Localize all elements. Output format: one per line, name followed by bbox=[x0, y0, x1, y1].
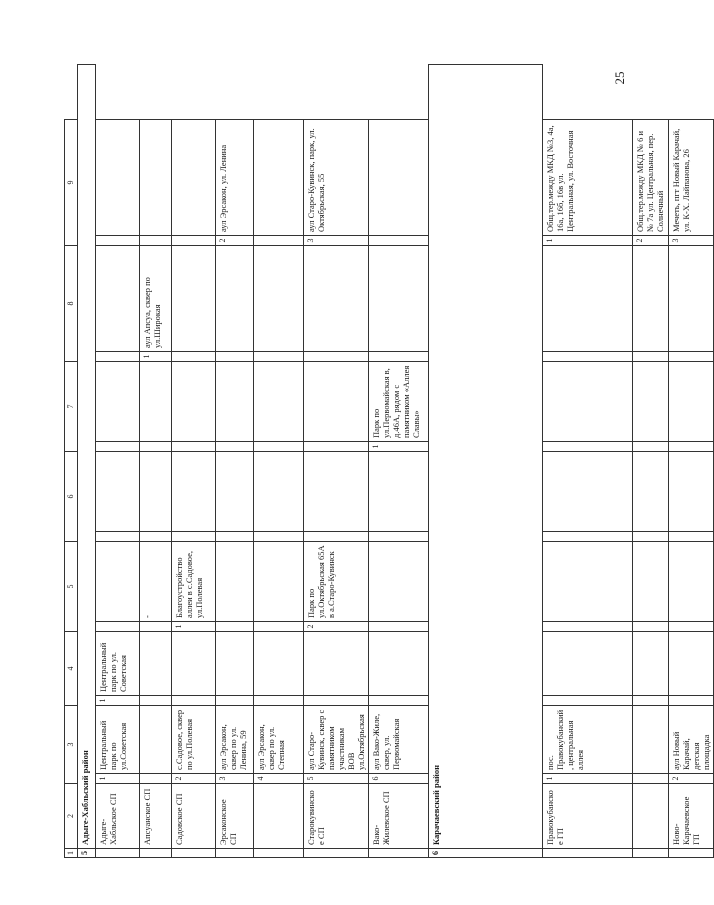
col5-object-cell bbox=[216, 542, 254, 622]
col3-index-cell: 4 bbox=[254, 774, 304, 784]
col7-index-cell bbox=[140, 442, 172, 452]
col9-index-cell: 1 bbox=[543, 236, 633, 246]
col7-index-cell bbox=[304, 442, 369, 452]
col3-object-cell: аул Вако-Жиле, сквер, ул. Первомайская bbox=[369, 706, 429, 774]
col9-index-cell bbox=[140, 236, 172, 246]
col8-object-cell bbox=[254, 246, 304, 352]
header-cell: 6 bbox=[65, 452, 78, 542]
col6-object-cell bbox=[669, 452, 714, 532]
col6-object-cell bbox=[633, 452, 669, 532]
col3-object-cell: пос. Правокубанский, центральная аллея bbox=[543, 706, 633, 774]
col5-object-cell: - bbox=[140, 542, 172, 622]
col3-object-cell: аул Старо-Кувинск, сквер с памятником участникам ВОВ ул.Октябрьская bbox=[304, 706, 369, 774]
col4-object-cell bbox=[172, 632, 216, 696]
col6-object-cell bbox=[304, 452, 369, 532]
col9-index-cell bbox=[96, 236, 140, 246]
col4-object-cell bbox=[216, 632, 254, 696]
col5-object-cell: Парк по ул.Октябрьская 65А в а.Старо-Кувинск bbox=[304, 542, 369, 622]
col9-index-cell bbox=[172, 236, 216, 246]
col3-index-cell: 3 bbox=[216, 774, 254, 784]
settlement-cell: Эрсаконское СП bbox=[216, 784, 254, 849]
col9-object-cell bbox=[369, 120, 429, 236]
col6-index-cell bbox=[543, 532, 633, 542]
col8-index-cell bbox=[304, 352, 369, 362]
col6-object-cell bbox=[254, 452, 304, 532]
col3-object-cell bbox=[140, 706, 172, 774]
col8-index-cell bbox=[172, 352, 216, 362]
col7-object-cell bbox=[172, 362, 216, 442]
col4-object-cell: Центральный парк по ул. Советская bbox=[96, 632, 140, 696]
col5-index-cell bbox=[543, 622, 633, 632]
col8-object-cell bbox=[369, 246, 429, 352]
col3-index-cell: 2 bbox=[669, 774, 714, 784]
row-blank-cell bbox=[254, 849, 304, 858]
col4-index-cell bbox=[369, 696, 429, 706]
col4-index-cell bbox=[172, 696, 216, 706]
col8-index-cell: 1 bbox=[140, 352, 172, 362]
col3-object-cell: с.Садовое, сквер по ул.Полевая bbox=[172, 706, 216, 774]
col5-index-cell bbox=[216, 622, 254, 632]
row-blank-cell bbox=[633, 849, 669, 858]
section-number: 6 bbox=[429, 849, 543, 858]
col8-object-cell: аул Апсуа, сквер по ул.Широкая bbox=[140, 246, 172, 352]
col5-index-cell bbox=[96, 622, 140, 632]
col5-object-cell bbox=[96, 542, 140, 622]
col4-object-cell bbox=[633, 632, 669, 696]
col4-index-cell bbox=[216, 696, 254, 706]
table-row bbox=[216, 65, 254, 858]
col8-index-cell bbox=[216, 352, 254, 362]
row-blank-cell bbox=[669, 849, 714, 858]
settlement-cell: Адыге-Хабльское СП bbox=[96, 784, 140, 849]
section-number: 5 bbox=[78, 849, 96, 858]
col6-index-cell bbox=[254, 532, 304, 542]
col3-index-cell: 1 bbox=[96, 774, 140, 784]
col7-object-cell bbox=[216, 362, 254, 442]
col7-index-cell: 1 bbox=[369, 442, 429, 452]
section-row bbox=[78, 65, 96, 858]
col6-object-cell bbox=[369, 452, 429, 532]
col4-index-cell bbox=[254, 696, 304, 706]
col8-index-cell bbox=[633, 352, 669, 362]
col7-index-cell bbox=[543, 442, 633, 452]
header-row bbox=[65, 65, 78, 858]
col5-index-cell bbox=[254, 622, 304, 632]
col6-index-cell bbox=[140, 532, 172, 542]
col5-index-cell: 2 bbox=[304, 622, 369, 632]
col5-object-cell bbox=[254, 542, 304, 622]
col8-object-cell bbox=[172, 246, 216, 352]
header-cell: 1 bbox=[65, 849, 78, 858]
col4-index-cell bbox=[633, 696, 669, 706]
col5-object-cell: Благоустройство аллеи в с.Садовое, ул.Полевая bbox=[172, 542, 216, 622]
col6-object-cell bbox=[216, 452, 254, 532]
col8-object-cell bbox=[216, 246, 254, 352]
col3-object-cell: аул Эрсакон, сквер по ул. Ленина, 59 bbox=[216, 706, 254, 774]
col8-object-cell bbox=[96, 246, 140, 352]
col8-index-cell bbox=[254, 352, 304, 362]
col7-object-cell bbox=[543, 362, 633, 442]
col9-object-cell bbox=[172, 120, 216, 236]
col9-object-cell: Общ.тер.между МКД № 6 и № 7а ул. Центральная, пер. Солнечный bbox=[633, 120, 669, 236]
header-cell: 9 bbox=[65, 120, 78, 246]
col9-object-cell bbox=[140, 120, 172, 236]
col7-object-cell bbox=[633, 362, 669, 442]
row-blank-cell bbox=[172, 849, 216, 858]
settlement-cell: Старокувинское СП bbox=[304, 784, 369, 849]
header-cell: 7 bbox=[65, 362, 78, 452]
col6-index-cell bbox=[304, 532, 369, 542]
col6-object-cell bbox=[172, 452, 216, 532]
col7-object-cell bbox=[669, 362, 714, 442]
row-blank-cell bbox=[543, 849, 633, 858]
col9-object-cell: аул Эрсакон, ул. Ленина bbox=[216, 120, 254, 236]
col5-object-cell bbox=[369, 542, 429, 622]
col3-object-cell: аул Новый Карачай, детская площадка bbox=[669, 706, 714, 774]
col6-object-cell bbox=[543, 452, 633, 532]
col6-object-cell bbox=[96, 452, 140, 532]
header-cell: 3 bbox=[65, 706, 78, 784]
col6-index-cell bbox=[669, 532, 714, 542]
header-cell: 8 bbox=[65, 246, 78, 362]
col5-object-cell bbox=[669, 542, 714, 622]
col8-index-cell bbox=[543, 352, 633, 362]
col9-index-cell: 3 bbox=[669, 236, 714, 246]
header-cell: 5 bbox=[65, 542, 78, 632]
col3-index-cell bbox=[140, 774, 172, 784]
row-blank-cell bbox=[304, 849, 369, 858]
table-row bbox=[96, 65, 140, 858]
col6-index-cell bbox=[369, 532, 429, 542]
table-row bbox=[172, 65, 216, 858]
col4-object-cell bbox=[369, 632, 429, 696]
col5-object-cell bbox=[633, 542, 669, 622]
settlement-cell: Правокубанское ГП bbox=[543, 784, 633, 849]
col8-object-cell bbox=[633, 246, 669, 352]
col3-object-cell bbox=[633, 706, 669, 774]
row-blank-cell bbox=[216, 849, 254, 858]
col5-index-cell: 1 bbox=[172, 622, 216, 632]
col3-object-cell: аул Эрсакон, сквер по ул. Степная bbox=[254, 706, 304, 774]
col6-index-cell bbox=[96, 532, 140, 542]
row-blank-cell bbox=[140, 849, 172, 858]
col4-index-cell bbox=[543, 696, 633, 706]
table-row bbox=[140, 65, 172, 858]
col4-object-cell bbox=[140, 632, 172, 696]
table-row bbox=[633, 65, 669, 858]
settlement-cell bbox=[254, 784, 304, 849]
settlement-cell: Ново-Карачаевское ГП bbox=[669, 784, 714, 849]
col4-object-cell bbox=[304, 632, 369, 696]
col7-index-cell bbox=[669, 442, 714, 452]
col3-index-cell bbox=[633, 774, 669, 784]
col4-index-cell bbox=[304, 696, 369, 706]
page-number: 25 bbox=[612, 71, 627, 85]
col9-object-cell: Мечеть, пгт Новый Карачай, ул. К-Х. Лайпанова, 26 bbox=[669, 120, 714, 236]
col5-index-cell bbox=[633, 622, 669, 632]
header-cell: 4 bbox=[65, 632, 78, 706]
col9-object-cell: Общ.тер.между МКД №3, 4а, 16а, 16б, 16в ул. Центральная, ул. Восточная bbox=[543, 120, 633, 236]
col7-object-cell bbox=[304, 362, 369, 442]
col5-index-cell bbox=[369, 622, 429, 632]
table-row bbox=[254, 65, 304, 858]
col4-object-cell bbox=[254, 632, 304, 696]
section-title: Карачаевский район bbox=[429, 65, 543, 849]
col8-index-cell bbox=[369, 352, 429, 362]
col7-object-cell: Парк по ул.Первомайская в, д.46А, рядом с памятником «Аллея Славы» bbox=[369, 362, 429, 442]
row-blank-cell bbox=[369, 849, 429, 858]
col5-index-cell bbox=[669, 622, 714, 632]
col4-object-cell bbox=[669, 632, 714, 696]
settlement-cell: Вако-Жилевское СП bbox=[369, 784, 429, 849]
col7-index-cell bbox=[172, 442, 216, 452]
col8-object-cell bbox=[669, 246, 714, 352]
col9-index-cell: 3 bbox=[304, 236, 369, 246]
col3-index-cell: 6 bbox=[369, 774, 429, 784]
section-title: Адыге-Хабльский район bbox=[78, 65, 96, 849]
col9-index-cell: 2 bbox=[216, 236, 254, 246]
col3-index-cell: 1 bbox=[543, 774, 633, 784]
col9-index-cell bbox=[254, 236, 304, 246]
col7-object-cell bbox=[96, 362, 140, 442]
col7-index-cell bbox=[254, 442, 304, 452]
col7-index-cell bbox=[633, 442, 669, 452]
settlement-cell: Садовское СП bbox=[172, 784, 216, 849]
col4-index-cell: 1 bbox=[96, 696, 140, 706]
table-row bbox=[669, 65, 714, 858]
col6-index-cell bbox=[216, 532, 254, 542]
col6-index-cell bbox=[633, 532, 669, 542]
col7-object-cell bbox=[140, 362, 172, 442]
data-table bbox=[64, 64, 714, 858]
col7-object-cell bbox=[254, 362, 304, 442]
col9-object-cell bbox=[96, 120, 140, 236]
col9-index-cell: 2 bbox=[633, 236, 669, 246]
col3-object-cell: Центральный парк по ул.Советская bbox=[96, 706, 140, 774]
col4-index-cell bbox=[140, 696, 172, 706]
col7-index-cell bbox=[96, 442, 140, 452]
col9-object-cell: аул Старо-Кувинск, парк, ул. Октябрьская, 55 bbox=[304, 120, 369, 236]
col8-index-cell bbox=[96, 352, 140, 362]
table-row bbox=[304, 65, 369, 858]
table-row bbox=[369, 65, 429, 858]
settlement-cell: Апсуанское СП bbox=[140, 784, 172, 849]
col7-index-cell bbox=[216, 442, 254, 452]
col5-index-cell bbox=[140, 622, 172, 632]
header-cell: 2 bbox=[65, 784, 78, 849]
col3-index-cell: 2 bbox=[172, 774, 216, 784]
row-blank-cell bbox=[96, 849, 140, 858]
col6-object-cell bbox=[140, 452, 172, 532]
section-row bbox=[429, 65, 543, 858]
col4-index-cell bbox=[669, 696, 714, 706]
col3-index-cell: 5 bbox=[304, 774, 369, 784]
col5-object-cell bbox=[543, 542, 633, 622]
settlement-cell bbox=[633, 784, 669, 849]
col4-object-cell bbox=[543, 632, 633, 696]
col9-index-cell bbox=[369, 236, 429, 246]
table-row bbox=[543, 65, 633, 858]
col9-object-cell bbox=[254, 120, 304, 236]
col8-object-cell bbox=[543, 246, 633, 352]
col6-index-cell bbox=[172, 532, 216, 542]
col8-index-cell bbox=[669, 352, 714, 362]
col8-object-cell bbox=[304, 246, 369, 352]
